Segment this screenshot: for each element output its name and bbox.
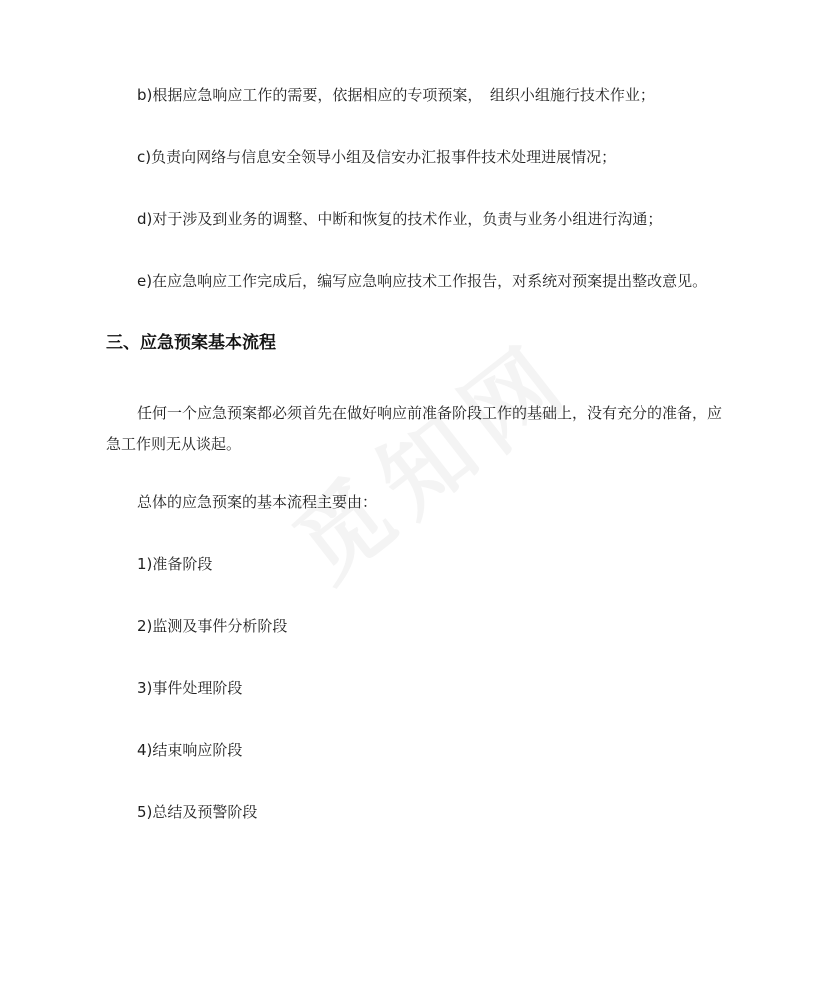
duty-item-e: e)在应急响应工作完成后，编写应急响应技术工作报告，对系统对预案提出整改意见。 [137, 272, 708, 290]
duty-item-b: b)根据应急响应工作的需要，依据相应的专项预案， 组织小组施行技术作业； [137, 86, 655, 104]
flow-intro: 总体的应急预案的基本流程主要由： [137, 493, 378, 511]
stage-item: 3)事件处理阶段 [137, 679, 243, 697]
duty-item-d: d)对于涉及到业务的调整、中断和恢复的技术作业，负责与业务小组进行沟通； [137, 210, 663, 228]
stage-item: 5)总结及预警阶段 [137, 803, 258, 821]
intro-paragraph: 任何一个应急预案都必须首先在做好响应前准备阶段工作的基础上，没有充分的准备，应急工作则无从谈起。 [106, 404, 723, 453]
stage-item: 1)准备阶段 [137, 555, 213, 573]
section-heading: 三、应急预案基本流程 [106, 333, 276, 353]
duty-item-c: c)负责向网络与信息安全领导小组及信安办汇报事件技术处理进展情况； [137, 148, 617, 166]
stage-item: 2)监测及事件分析阶段 [137, 617, 288, 635]
stage-item: 4)结束响应阶段 [137, 741, 243, 759]
